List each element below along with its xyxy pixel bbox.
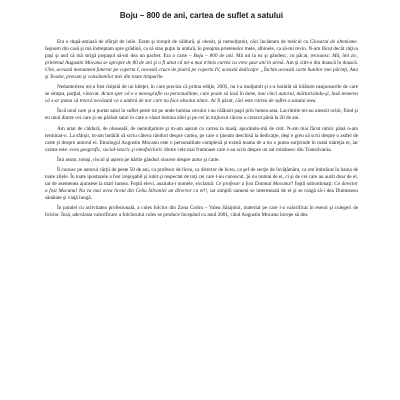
paragraph-text: În paralel cu activitatea profesională, a cules folclor din Zona Codru – Valea Sălajului, material pe care l-a valorificat în eseuri şi culegeri de folclor. Însă, adevărata valorificare a folclorului cules se produce începând cu anul 2001, când Augustin Mocanu începe să dea — [45, 204, 358, 219]
paragraph-text: Încă unul care şi-a purtat satul în suflet peste tot pe unde lumina cerului i-au călăuzit paşii prin lumea asta. Lacrimile mi-au umezit ochii, fiind şi eu unul dintre cei care şi-au părăsit satul în care a văzut lumina zilei şi pe cei în mijlocul cărora a crescut până la 20 de ani. — [45, 108, 358, 122]
italic-text: eveu geografic, social-istoric şi etnofolcloric — [69, 146, 163, 153]
paragraph-text: . Am şi citit-o din doască în doască. — [283, 60, 359, 67]
paragraph-text: . Ieşisem din casă şi mă îndreptam spre grădină, ca să stau puţin la umbră, în preajma prietenelor mele, albinele, ca să-mi revin. N-am făcut decât câţiva paşi şi aud că mă strigă poştaşul să-mi dea un pachet. Era o carte – — [45, 39, 358, 60]
body-paragraph — [45, 167, 358, 202]
body-paragraph — [45, 126, 358, 154]
italic-text: Mă, îmi zic, prietenul Augustin Mocanu se apropie de 80 de ani şi o fi uitat că mi-a mai trimis cartea cu vreo şase ani în urmă — [45, 53, 358, 67]
paragraph-text: . Mă uit la ea şi gândesc, cu păcat, recunosc: — [232, 53, 333, 60]
paragraph-text: Am uitat de căldură, de oboseală, de nemulţumire şi m-am aşezat cu cartea la masă, apucându-mă de citit. N-am mai făcut nimic până n-am terminat-o. La sfârşit, m-am hotărât să scriu câteva rânduri despre cartea, pe care o ţineam deschisă la dedicaţie, deşi e greu să scrii despre o astfel de carte şi despre autorul ei. Etnologul Augustin Mocanu este o personalitate complexă şi există teama de a nu o putea surprinde în toată măreţia ei, iar cartea este: — [45, 125, 358, 153]
body-paragraph — [45, 108, 358, 122]
body-paragraph — [45, 84, 358, 105]
paragraph-text: Îmi asum, totuşi, riscul şi aştern pe hârtie gânduri sincere despre autor şi carte. — [57, 156, 220, 163]
paragraph-text: Era o după-amiază de sfârşit de iulie. Eram şi toropit de căldură, şi obosit, şi nemulţumit, căci încântam de melcul cu — [57, 39, 310, 45]
document-body — [45, 39, 358, 219]
italic-text: Uite, această monument funerar pe coperta I, această cruce de piatră pe coperta IV, această dedicaţie: „Închin această carte bunilor mei părinţi, Ana şi Teodor, precum şi consătenilor mei din toate timpurile. — [45, 67, 358, 81]
paragraph-text: , iar simplii oameni se interesează de el şi se roagă să-i dea Dumnezeu sănătate şi viaţă lungă. — [45, 187, 358, 201]
paragraph-text: dintre cele mai frumoase care s-au scris despre un sat românesc din Transilvania. — [162, 146, 332, 153]
paragraph-text: Îl cunosc pe autorul cărţii de peste 50 de ani, ca profesor de liceu, ca director de liceu, ca şef de secţie de învăţământ, ca om îmbrăcat în haina de toate zilele. În toate ipostazele a fost irepoşabil şi iubit şi respectat de toţi cei care l-au cunoscut. Şi nu numai de ei, ci şi de cei care au auzit doar de el, iar de asemenea ajunsese la mari lumea. Foştii elevi, auzindu-i numele, exclamă: — [45, 166, 358, 187]
italic-text: Acum sper că e o monografie cu personalitate, care poate să lasă în lume, mai cinci autorul, mărturisindu-şi, însă temerea că s-ar putea să treacă nevăzută ca o umbră de nor care nu face absolut nimic. — [45, 91, 358, 105]
paragraph-text: Ar fi păcat, căci este — [209, 98, 255, 105]
italic-text: cartea de suflet a satului meu. — [254, 98, 317, 105]
body-paragraph — [45, 157, 358, 164]
paragraph-text: Nedumerirea mi-a fost risipită de un bileţel, în care preciza că prima ediţie, 2005, nu l-a mulţumit şi s-a hotărât să înlăture neajunsurile de care se simţea, parţial, vinovat. — [45, 84, 358, 98]
italic-text: Ce profesor a fost Domnul Mocanu!! — [215, 180, 294, 187]
body-paragraph — [45, 205, 358, 219]
italic-text: Glosarul de oltenisme — [310, 39, 357, 45]
italic-text: Boju – 800 de ani — [193, 53, 233, 60]
paragraph-text: foştii subordonaţi: — [293, 180, 335, 187]
page-title: Boju – 800 de ani, cartea de suflet a satului — [119, 11, 284, 20]
body-paragraph — [45, 39, 358, 81]
italic-text: Ce director a fost Mocanu! Na va mai avea liceul din Cehu Silvaniei un director ca el!! — [45, 180, 358, 194]
